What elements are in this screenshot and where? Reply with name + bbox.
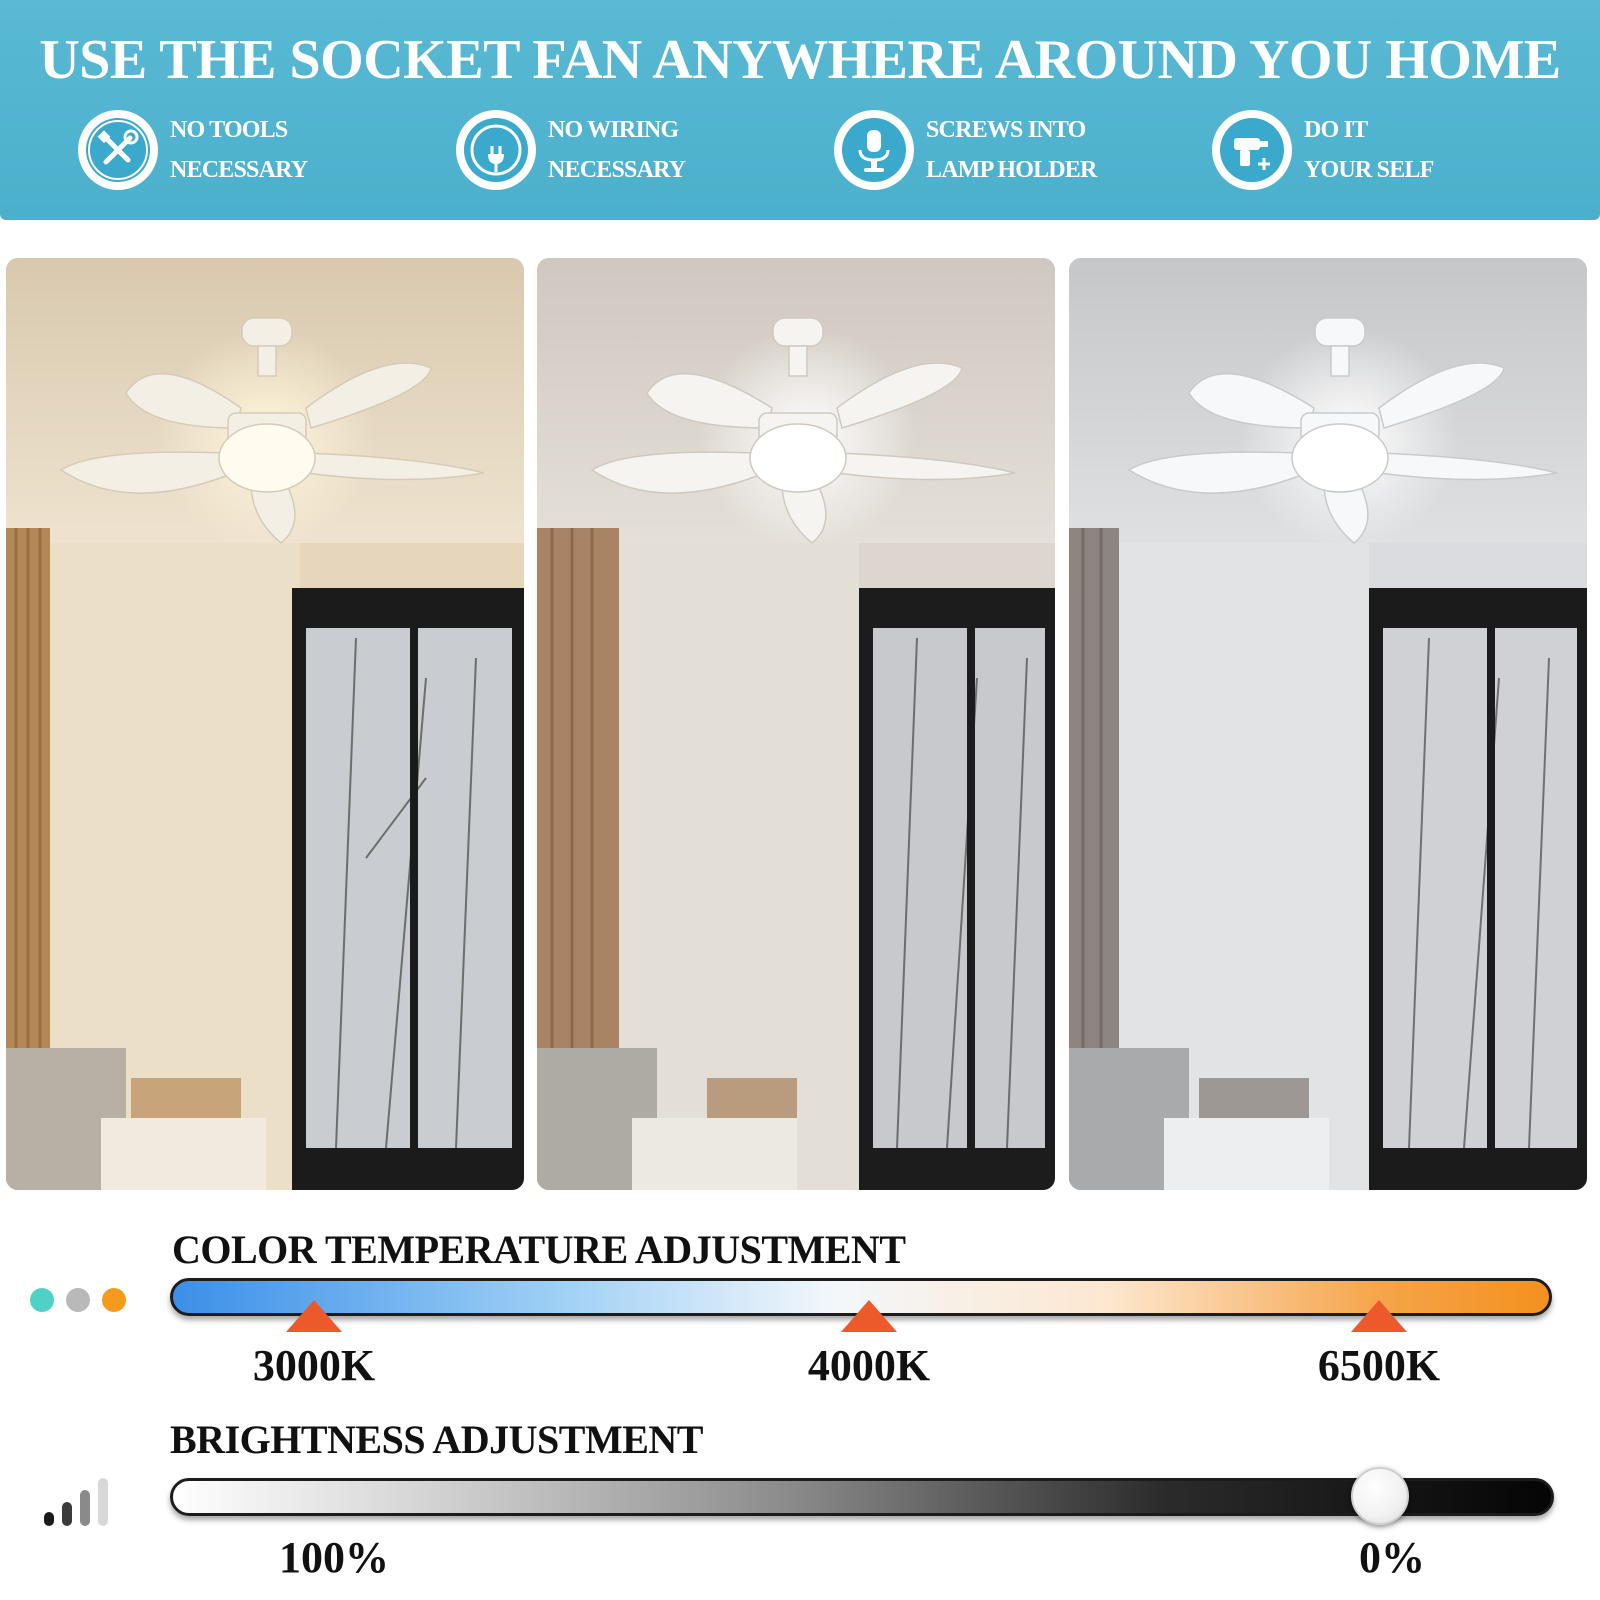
feature-line-1: NO WIRING	[548, 117, 679, 143]
room-scene	[6, 258, 524, 1190]
feature-no-wiring	[456, 108, 685, 192]
room-photo-warm	[6, 258, 524, 1190]
room-scene	[537, 258, 1055, 1190]
marker-6500k[interactable]	[1351, 1300, 1407, 1332]
brightness-max-label: 0%	[1359, 1533, 1425, 1582]
signal-bars-icon	[42, 1476, 122, 1526]
brightness-min-label: 100%	[279, 1533, 389, 1582]
feature-text	[548, 110, 685, 190]
feature-text	[1304, 110, 1434, 190]
tools-icon	[78, 110, 158, 190]
label-6500k: 6500K	[1317, 1341, 1441, 1390]
feature-line-2: LAMP HOLDER	[926, 157, 1097, 183]
brightness-slider-knob[interactable]	[1351, 1467, 1409, 1525]
banner-title: USE THE SOCKET FAN ANYWHERE AROUND YOU HOME	[39, 29, 1561, 91]
feature-line-1: DO IT	[1304, 117, 1368, 143]
label-3000k: 3000K	[252, 1341, 376, 1390]
brightness-title: BRIGHTNESS ADJUSTMENT	[170, 1417, 703, 1462]
color-temperature-title: COLOR TEMPERATURE ADJUSTMENT	[172, 1227, 906, 1272]
feature-line-1: NO TOOLS	[170, 117, 288, 143]
feature-line-2: NECESSARY	[548, 157, 686, 183]
color-dot-teal	[30, 1288, 54, 1312]
label-4000k: 4000K	[807, 1341, 931, 1390]
feature-line-1: SCREWS INTO	[926, 117, 1086, 143]
feature-text	[170, 110, 307, 190]
color-dot-orange	[102, 1288, 126, 1312]
top-banner	[0, 0, 1600, 220]
lamp-holder-icon	[834, 110, 914, 190]
marker-3000k[interactable]	[286, 1300, 342, 1332]
color-dot-gray	[66, 1288, 90, 1312]
marker-4000k[interactable]	[841, 1300, 897, 1332]
feature-line-2: YOUR SELF	[1304, 157, 1434, 183]
feature-text	[926, 110, 1097, 190]
room-scene	[1069, 258, 1587, 1190]
room-photo-cool	[1069, 258, 1587, 1190]
feature-screws-into	[834, 108, 1097, 192]
feature-line-2: NECESSARY	[170, 157, 308, 183]
brightness-slider[interactable]	[170, 1478, 1554, 1516]
room-photo-neutral	[537, 258, 1055, 1190]
feature-no-tools	[78, 108, 307, 192]
feature-do-it-yourself	[1212, 108, 1434, 192]
drill-icon	[1212, 110, 1292, 190]
plug-icon	[456, 110, 536, 190]
